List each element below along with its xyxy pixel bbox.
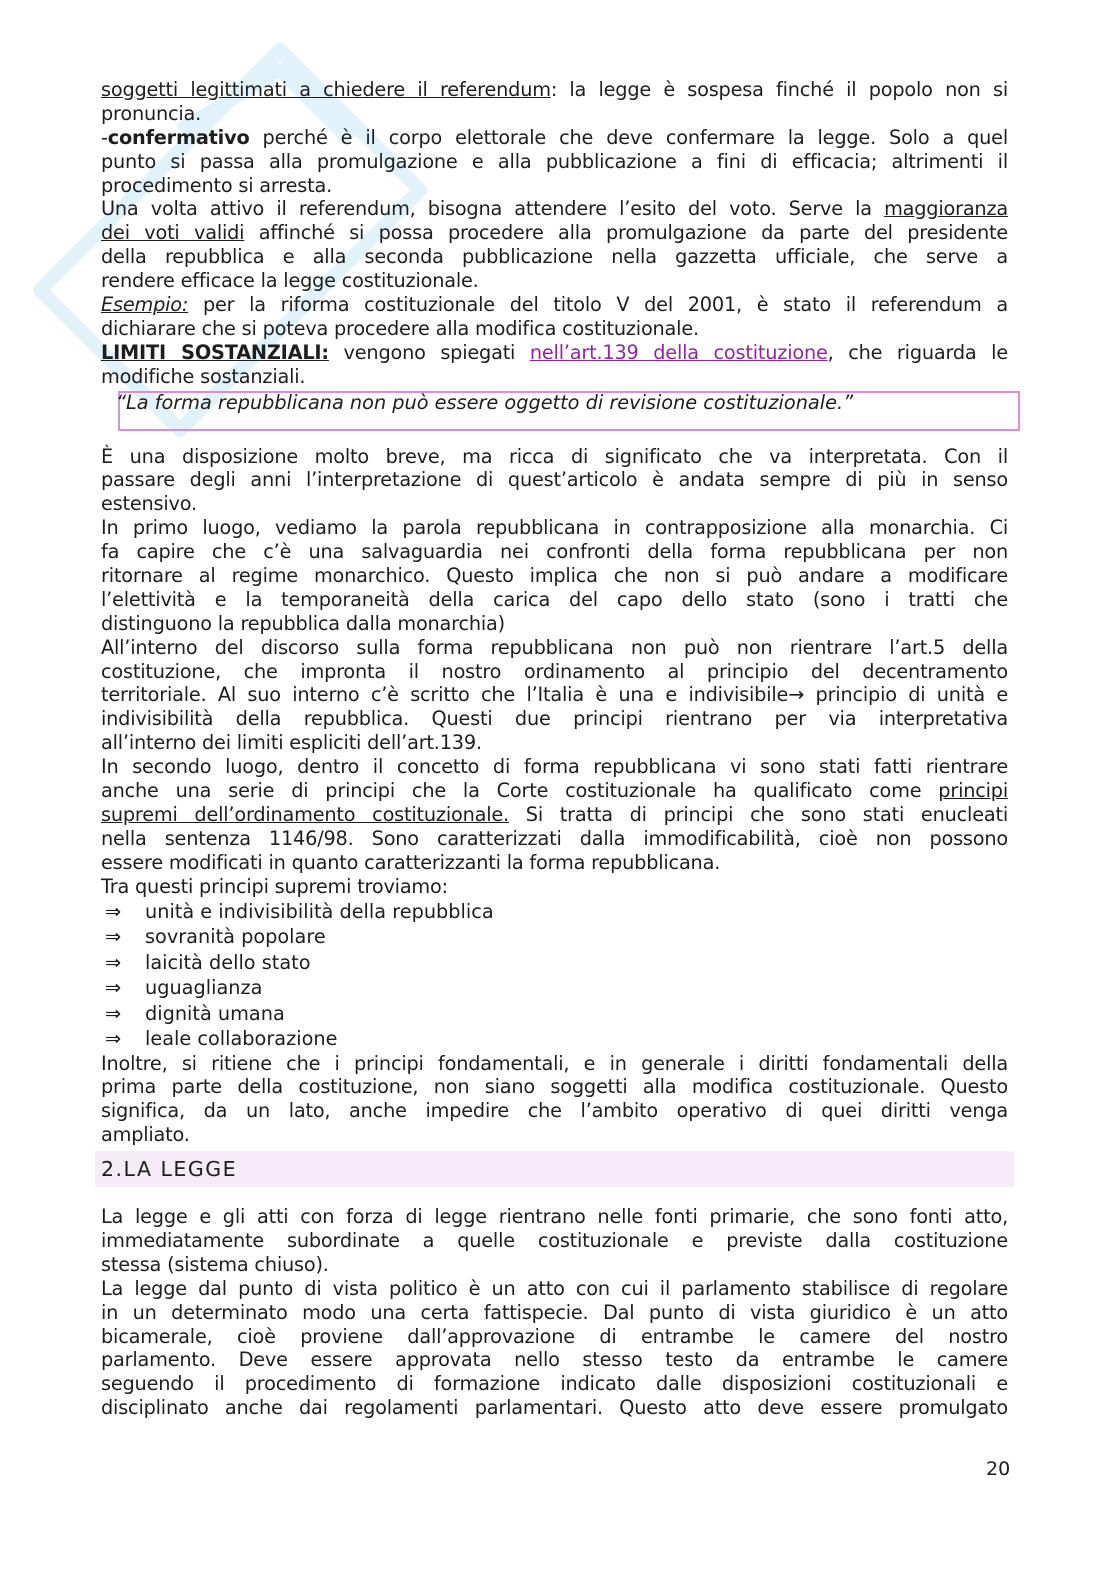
page-number: 20 <box>986 1458 1011 1480</box>
text-run: , che riguarda le <box>827 340 1008 364</box>
text-run: punto si passa alla promulgazione e alla pubblicazione a fini di efficacia; altrimenti il <box>101 149 1008 173</box>
text-run: In secondo luogo, dentro il concetto di forma repubblicana vi sono stati fatti rientrare <box>101 755 1008 779</box>
section-heading: 2.LA LEGGE <box>95 1151 1014 1187</box>
text-run: indivisibilità della repubblica. Questi due principi rientrano per via interpretativa <box>101 707 1008 731</box>
text-run: La legge dal punto di vista politico è un atto con cui il parlamento stabilisce di regolare <box>101 1276 1008 1300</box>
paragraph-limiti-sostanziali <box>101 341 1008 389</box>
text-line <box>101 1396 1008 1420</box>
list-item <box>101 924 1008 950</box>
text-run: distinguono la repubblica dalla monarchia) <box>101 611 505 635</box>
list-item <box>101 975 1008 1001</box>
text-run: immediatamente subordinate a quelle costituzionale e previste dalla costituzione <box>101 1228 1008 1252</box>
text-run: procedimento si arresta. <box>101 173 332 197</box>
text-run: modifiche sostanziali. <box>101 364 306 388</box>
text-run: all’interno dei limiti espliciti dell’art.139. <box>101 731 482 755</box>
text-run: prima parte della costituzione, non siano soggetti alla modifica costituzionale. Questo <box>101 1075 1008 1099</box>
text-run: : la legge è sospesa finché il popolo non si <box>550 78 1008 101</box>
paragraph-example <box>101 293 1008 341</box>
list-item <box>101 1001 1008 1027</box>
text-run: - <box>101 125 108 149</box>
text-line <box>101 875 1008 899</box>
list-item <box>101 899 1008 925</box>
text-run: nella sentenza 1146/98. Sono caratterizzati dalla immodificabilità, cioè non possono <box>101 826 1008 850</box>
text-line <box>101 660 1008 684</box>
text-run: dichiarare che si poteva procedere alla modifica costituzionale. <box>101 316 699 340</box>
text-line <box>101 731 1008 755</box>
double-arrow-icon: ⇒ <box>105 899 122 923</box>
text-line <box>101 1205 1008 1229</box>
underlined-text: maggioranza <box>884 197 1008 221</box>
text-run: È una disposizione molto breve, ma ricca di significato che va interpretata. Con il <box>101 444 1008 468</box>
text-line <box>101 1123 1008 1147</box>
double-arrow-icon: ⇒ <box>105 925 122 948</box>
text-run: affinché si possa procedere alla promulgazione da parte del presidente <box>244 221 1008 245</box>
paragraph-legge-politico <box>101 1277 1008 1420</box>
text-line <box>101 492 1008 516</box>
double-arrow-icon: ⇒ <box>105 950 122 974</box>
text-run: passare degli anni l’interpretazione di quest’articolo è andata sempre di più in senso <box>101 468 1008 492</box>
text-line <box>101 1301 1008 1325</box>
text-run: Si tratta di principi che sono stati enucleati <box>508 802 1008 826</box>
text-line <box>101 827 1008 851</box>
text-line <box>101 636 1008 660</box>
text-line <box>101 245 1008 269</box>
text-line <box>101 564 1008 588</box>
document-page <box>101 78 1008 1420</box>
paragraph-referendum-vote <box>101 197 1008 293</box>
list-item-text: dignità umana <box>145 1001 285 1025</box>
text-line <box>101 468 1008 492</box>
text-run: Tra questi principi supremi troviamo: <box>101 874 448 898</box>
text-run: della repubblica e alla seconda pubblicazione nella gazzetta ufficiale, che serve a <box>101 245 1008 269</box>
text-line <box>101 540 1008 564</box>
text-run: fa capire che c’è una salvaguardia nei confronti della forma repubblicana per non <box>101 540 1008 564</box>
paragraph-referendum-intro <box>101 78 1008 126</box>
text-line <box>101 1325 1008 1349</box>
text-line <box>101 150 1008 174</box>
text-run: La legge e gli atti con forza di legge rientrano nelle fonti primarie, che sono fonti atto, <box>101 1205 1008 1229</box>
text-line <box>101 755 1008 779</box>
text-line <box>101 1277 1008 1301</box>
text-line <box>101 221 1008 245</box>
text-line <box>101 851 1008 875</box>
text-line <box>101 197 1008 221</box>
text-run: stessa (sistema chiuso). <box>101 1252 329 1276</box>
text-line <box>101 1075 1008 1099</box>
text-run: ampliato. <box>101 1123 190 1147</box>
list-item <box>101 1026 1008 1052</box>
bold-underlined-term: LIMITI SOSTANZIALI: <box>101 340 329 364</box>
text-line <box>101 445 1008 469</box>
text-line <box>101 317 1008 341</box>
list-item-text: unità e indivisibilità della repubblica <box>145 899 494 923</box>
paragraph-secondo-luogo <box>101 755 1008 898</box>
text-line <box>101 126 1008 150</box>
underlined-text: principi <box>938 779 1008 803</box>
text-line <box>101 803 1008 827</box>
text-run: Inoltre, si ritiene che i principi fondamentali, e in generale i diritti fondamentali della <box>101 1051 1008 1075</box>
text-run: essere modificati in quanto caratterizzanti la forma repubblicana. <box>101 850 721 874</box>
text-line <box>101 341 1008 365</box>
text-run: bicamerale, cioè proviene dall’approvazione di entrambe le camere del nostro <box>101 1324 1008 1348</box>
double-arrow-icon: ⇒ <box>105 976 122 999</box>
paragraph-art5 <box>101 636 1008 755</box>
text-line <box>101 779 1008 803</box>
text-run: In primo luogo, vediamo la parola repubblicana in contrapposizione alla monarchia. Ci <box>101 516 1008 540</box>
text-run: disciplinato anche dai regolamenti parlamentari. Questo atto deve essere promulgato <box>101 1396 1008 1420</box>
list-item-text: laicità dello stato <box>145 950 311 974</box>
text-line <box>101 683 1008 707</box>
double-arrow-icon: ⇒ <box>105 1027 122 1050</box>
text-line <box>101 365 1008 389</box>
text-line <box>101 516 1008 540</box>
text-run: All’interno del discorso sulla forma repubblicana non può non rientrare l’art.5 della <box>101 635 1008 659</box>
underlined-text: dei voti validi <box>101 221 245 245</box>
paragraph-primo-luogo <box>101 516 1008 635</box>
text-line <box>101 1253 1008 1277</box>
list-item-text: sovranità popolare <box>145 925 326 948</box>
list-item <box>101 950 1008 976</box>
paragraph-confermativo <box>101 126 1008 198</box>
text-run: territoriale. Al suo interno c’è scritto che l’Italia è una e indivisibile→ principio di unità e <box>101 683 1008 707</box>
text-line <box>101 588 1008 612</box>
text-line <box>101 707 1008 731</box>
list-item-text: uguaglianza <box>145 976 263 999</box>
text-run: estensivo. <box>101 492 197 516</box>
paragraph-disposizione <box>101 445 1008 517</box>
text-run: costituzione, che impronta il nostro ordinamento al principio del decentramento <box>101 659 1008 683</box>
principles-list <box>101 899 1008 1052</box>
text-run: pronuncia. <box>101 101 202 125</box>
text-run: ritornare al regime monarchico. Questo implica che non si può andare a modificare <box>101 564 1008 588</box>
text-run: l’elettività e la temporaneità della carica del capo dello stato (sono i tratti che <box>101 587 1008 611</box>
text-line <box>101 612 1008 636</box>
text-line <box>101 1372 1008 1396</box>
paragraph-inoltre <box>101 1052 1008 1148</box>
text-run: rendere efficace la legge costituzionale. <box>101 269 479 293</box>
text-run: significa, da un lato, anche impedire che l’ambito operativo di quei diritti venga <box>101 1099 1008 1123</box>
text-line <box>101 1099 1008 1123</box>
text-line <box>101 293 1008 317</box>
text-run: Una volta attivo il referendum, bisogna attendere l’esito del voto. Serve la <box>101 197 885 221</box>
article-link[interactable]: nell’art.139 della costituzione <box>529 340 828 364</box>
italic-underlined-term: Esempio: <box>101 293 189 317</box>
paragraph-legge-fonti <box>101 1205 1008 1277</box>
text-line <box>101 1229 1008 1253</box>
quote-box <box>118 391 1020 431</box>
underlined-text: soggetti legittimati a chiedere il referendum <box>101 78 551 101</box>
text-line <box>101 1348 1008 1372</box>
text-run: seguendo il procedimento di formazione indicato dalle disposizioni costituzionali e <box>101 1372 1008 1396</box>
text-run: parlamento. Deve essere approvata nello stesso testo da entrambe le camere <box>101 1348 1008 1372</box>
text-line <box>101 1052 1008 1076</box>
quote-text: “La forma repubblicana non può essere oggetto di revisione costituzionale.” <box>116 390 854 414</box>
text-line <box>101 102 1008 126</box>
text-run: per la riforma costituzionale del titolo V del 2001, è stato il referendum a <box>188 293 1008 317</box>
text-run: anche una serie di principi che la Corte costituzionale ha qualificato come <box>101 779 939 803</box>
list-item-text: leale collaborazione <box>145 1027 338 1050</box>
text-run: perché è il corpo elettorale che deve confermare la legge. Solo a quel <box>249 125 1008 149</box>
text-line <box>101 269 1008 293</box>
underlined-text: supremi dell’ordinamento costituzionale. <box>101 802 509 826</box>
text-run: vengono spiegati <box>328 340 530 364</box>
double-arrow-icon: ⇒ <box>105 1001 122 1025</box>
text-line <box>101 78 1008 102</box>
text-line <box>101 174 1008 198</box>
bold-term: confermativo <box>107 125 250 149</box>
text-run: in un determinato modo una certa fattispecie. Dal punto di vista giuridico è un atto <box>101 1300 1008 1324</box>
